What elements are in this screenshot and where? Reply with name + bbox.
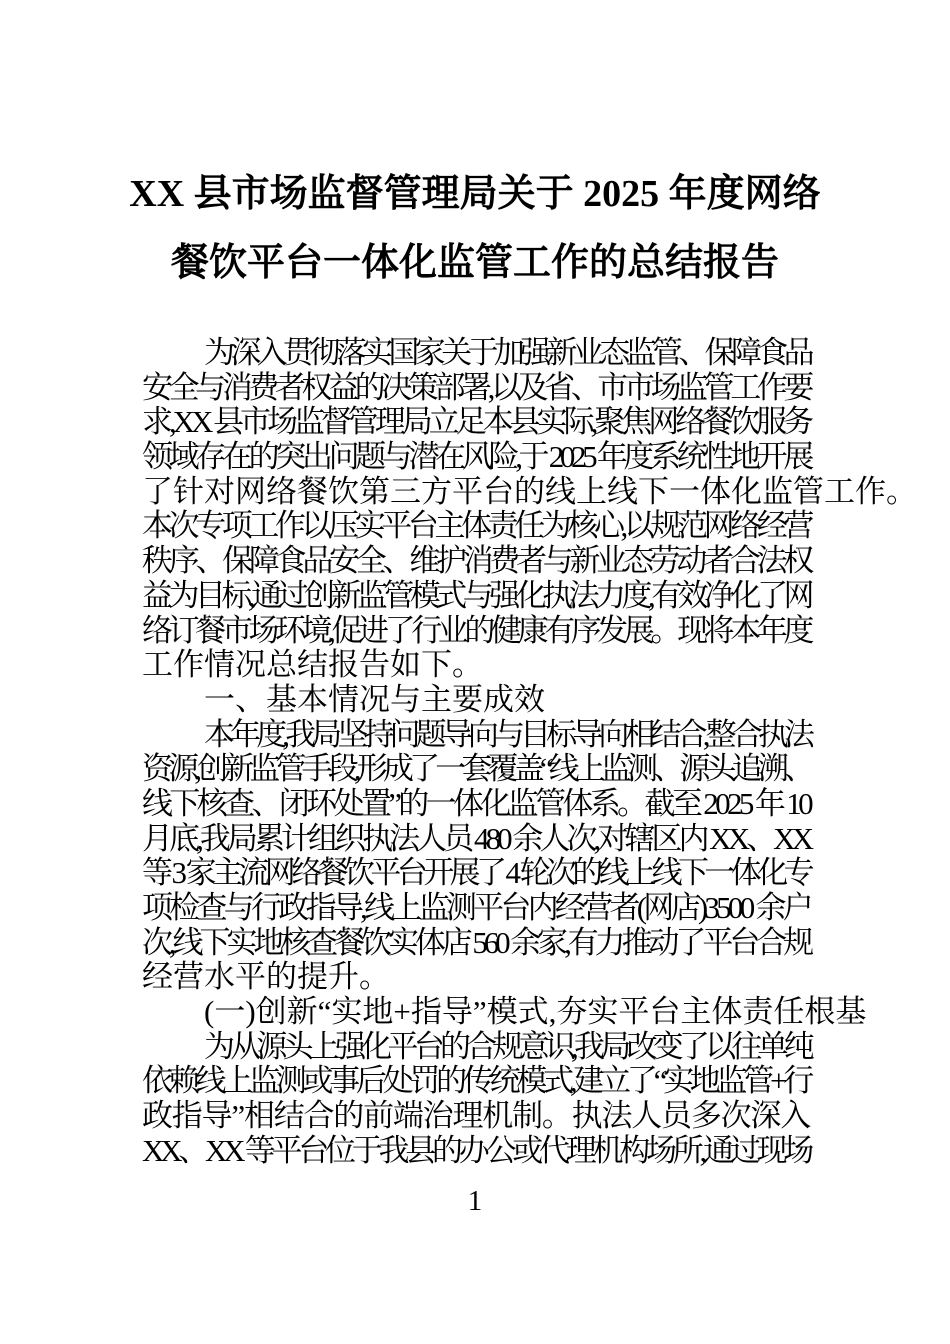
body-line: 经营水平的提升。 [142,959,390,995]
body-line: 依赖线上监测或事后处罚的传统模式,建立了“实地监管+行 [142,1063,810,1099]
body-line: 资源,创新监管手段,形成了一套覆盖“线上监测、源头追溯、 [142,751,810,787]
body-line: XX、XX 等平台位于我县的办公或代理机构场所,通过现场 [142,1132,810,1168]
body-line: 益为目标,通过创新监管模式与强化执法力度,有效净化了网 [142,577,810,613]
body-line: 领域存在的突出问题与潜在风险,于 2025 年度系统性地开展 [142,439,810,475]
body-line: 为深入贯彻落实国家关于加强新业态监管、保障食品 [204,335,810,370]
document-body [142,335,917,1169]
body-line: 月底,我局累计组织执法人员 480 余人次,对辖区内 XX、XX [142,820,810,856]
body-line: 等 3 家主流网络餐饮平台开展了 4 轮次的线上线下一体化专 [142,855,810,891]
body-line: 了针对网络餐饮第三方平台的线上线下一体化监管工作。 [142,473,917,509]
document-title [0,160,950,298]
body-line: 本次专项工作以压实平台主体责任为核心,以规范网络经营 [142,508,810,544]
body-line: 政指导”相结合的前端治理机制。执法人员多次深入 [142,1098,810,1134]
section-heading: 一、基本情况与主要成效 [204,681,545,717]
body-line: 为从源头上强化平台的合规意识,我局改变了以往单纯 [204,1028,810,1064]
body-line: 工作情况总结报告如下。 [142,647,483,683]
body-line: 秩序、保障食品安全、维护消费者与新业态劳动者合法权 [142,543,810,579]
body-line: 本年度,我局坚持问题导向与目标导向相结合,整合执法 [204,716,810,752]
body-line: 项检查与行政指导,线上监测平台内经营者(网店)3500 余户 [142,890,810,925]
body-line: 线下核查、闭环处置”的一体化监管体系。截至 2025 年 10 [142,785,810,821]
sub-section-heading: (一)创新“实地+指导”模式,夯实平台主体责任根基 [204,994,867,1030]
body-line: 络订餐市场环境,促进了行业的健康有序发展。现将本年度 [142,612,810,648]
page-number: 1 [467,1185,483,1217]
title-line-2: 餐饮平台一体化监管工作的总结报告 [170,242,779,284]
body-line: 求,XX 县市场监督管理局立足本县实际,聚焦网络餐饮服务 [142,404,810,440]
title-line-1: XX 县市场监督管理局关于 2025 年度网络 [129,173,821,215]
body-line: 次,线下实地核查餐饮实体店 560 余家,有力推动了平台合规 [142,924,810,960]
body-line: 安全与消费者权益的决策部署,以及省、市市场监管工作要 [142,369,810,405]
